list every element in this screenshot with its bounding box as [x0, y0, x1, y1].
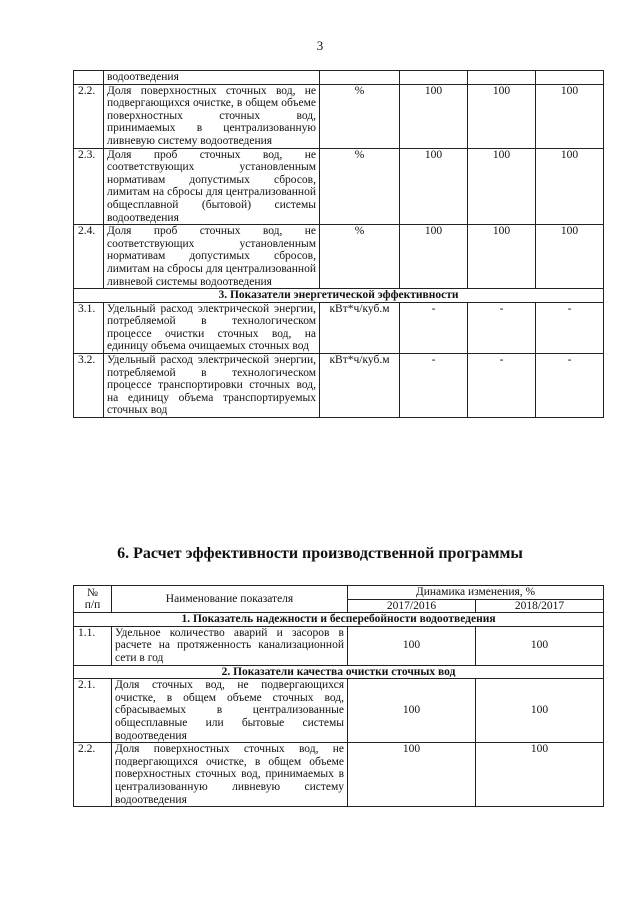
- value-cell: 100: [476, 679, 604, 743]
- value-cell: 100: [536, 84, 604, 148]
- value-cell: 100: [476, 626, 604, 665]
- indicator-name: Доля сточных вод, не подвергающихся очистке, в общем объеме сточных вод, сбрасываемых в централизованные общесплавные или бытовые системы водоотведения: [112, 679, 348, 743]
- table-row: [74, 626, 604, 665]
- period-header: 2018/2017: [476, 599, 604, 613]
- efficiency-table: [73, 585, 604, 807]
- value-cell: 100: [476, 743, 604, 807]
- indicator-name: Доля проб сточных вод, не соответствующих установленным нормативам допустимых сбросов, лимитам на сбросы для централизованной ливневой системы водоотведения: [104, 225, 320, 289]
- value-cell: -: [536, 354, 604, 418]
- section-heading: 2. Показатели качества очистки сточных вод: [74, 665, 604, 679]
- value-cell: 100: [348, 626, 476, 665]
- table-row: [74, 302, 604, 353]
- name-column-header: Наименование показателя: [112, 586, 348, 613]
- value-cell: 100: [468, 84, 536, 148]
- value-cell: -: [400, 302, 468, 353]
- table-row: [74, 71, 604, 85]
- section-row: [74, 665, 604, 679]
- number-column-header: № п/п: [74, 586, 112, 613]
- unit-cell: %: [320, 148, 400, 225]
- table-row: [74, 354, 604, 418]
- value-cell: 100: [348, 679, 476, 743]
- indicator-name: Удельный расход электрической энергии, потребляемой в технологическом процессе очистки сточных вод, на единицу объема очищаемых сточных вод: [104, 302, 320, 353]
- row-number: 3.2.: [74, 354, 104, 418]
- indicator-name: Удельное количество аварий и засоров в расчете на протяженность канализационной сети в год: [112, 626, 348, 665]
- table-row: [74, 679, 604, 743]
- indicators-table: [73, 70, 604, 418]
- indicator-name: Доля поверхностных сточных вод, не подвергающихся очистке, в общем объеме поверхностных сточных вод, принимаемых в централизованную ливневую систему водоотведения: [104, 84, 320, 148]
- value-cell: 100: [468, 225, 536, 289]
- section-row: [74, 613, 604, 627]
- value-cell: -: [536, 302, 604, 353]
- row-number: 2.3.: [74, 148, 104, 225]
- table-row: [74, 84, 604, 148]
- value-cell: 100: [348, 743, 476, 807]
- row-number: 2.4.: [74, 225, 104, 289]
- indicator-name: Удельный расход электрической энергии, потребляемой в технологическом процессе транспортировки сточных вод, на единицу объема транспортируемых сточных вод: [104, 354, 320, 418]
- value-cell: 100: [400, 84, 468, 148]
- section-heading: 1. Показатель надежности и бесперебойности водоотведения: [74, 613, 604, 627]
- value-cell: 100: [536, 148, 604, 225]
- table-row: [74, 225, 604, 289]
- value-cell: -: [468, 354, 536, 418]
- row-number: 1.1.: [74, 626, 112, 665]
- unit-cell: %: [320, 225, 400, 289]
- value-cell: 100: [400, 148, 468, 225]
- unit-cell: кВт*ч/куб.м: [320, 354, 400, 418]
- value-cell: 100: [468, 148, 536, 225]
- row-number: 2.2.: [74, 743, 112, 807]
- row-number: 2.1.: [74, 679, 112, 743]
- indicator-name: водоотведения: [104, 71, 320, 85]
- table-row: [74, 148, 604, 225]
- section-row: [74, 289, 604, 303]
- table-row: [74, 743, 604, 807]
- dynamics-header: Динамика изменения, %: [348, 586, 604, 600]
- period-header: 2017/2016: [348, 599, 476, 613]
- value-cell: -: [468, 302, 536, 353]
- row-number: 3.1.: [74, 302, 104, 353]
- value-cell: 100: [400, 225, 468, 289]
- value-cell: -: [400, 354, 468, 418]
- indicator-name: Доля проб сточных вод, не соответствующих установленным нормативам допустимых сбросов, лимитам на сбросы для централизованной общесплавной (бытовой) системы водоотведения: [104, 148, 320, 225]
- indicator-name: Доля поверхностных сточных вод, не подвергающихся очистке, в общем объеме поверхностных сточных вод, принимаемых в централизованную ливневую систему водоотведения: [112, 743, 348, 807]
- unit-cell: кВт*ч/куб.м: [320, 302, 400, 353]
- row-number: [74, 71, 104, 85]
- section-title: 6. Расчет эффективности производственной программы: [117, 545, 523, 562]
- value-cell: 100: [536, 225, 604, 289]
- page-number: 3: [316, 38, 324, 53]
- row-number: 2.2.: [74, 84, 104, 148]
- unit-cell: %: [320, 84, 400, 148]
- section-heading: 3. Показатели энергетической эффективности: [74, 289, 604, 303]
